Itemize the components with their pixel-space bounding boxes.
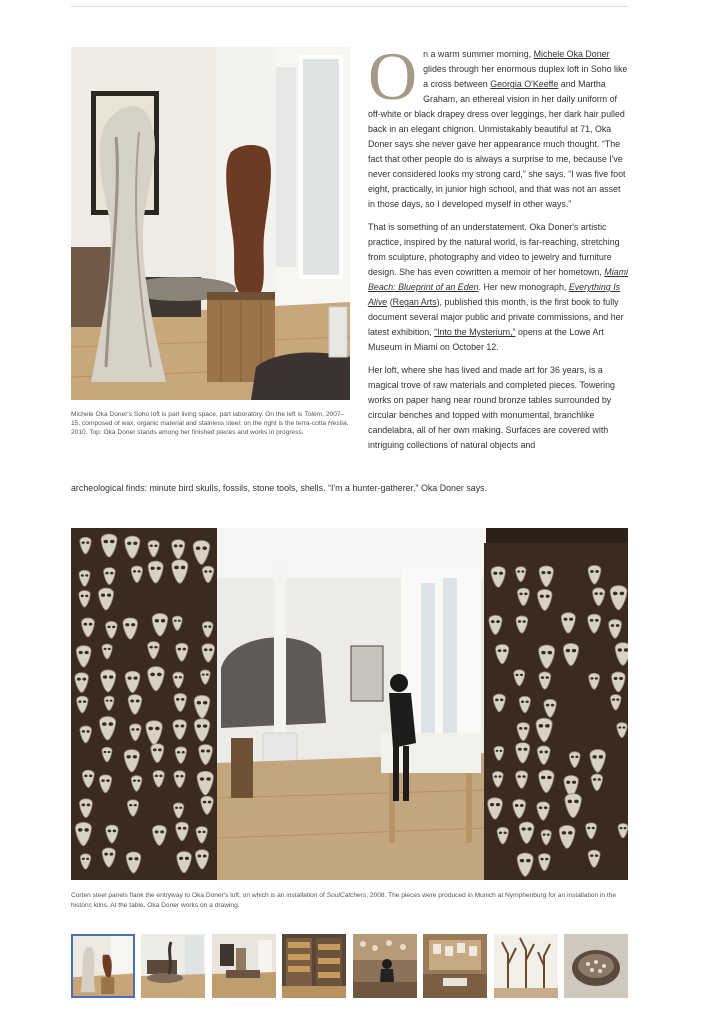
entryway-soulcatchers-photo [71,528,628,880]
thumbnail-8[interactable] [564,934,628,998]
thumbnail-4-icon [282,934,346,998]
artwork-title: Totem [304,411,323,418]
paragraph-text: and Martha Graham, an ethereal vision in her daily uniform of off-white or black drapey dress over leggings, her dark hair pulled back in an elegant chignon. Unmistakably beautiful at 71, Oka Doner says she never gave her appearance much thought. “The fact that other people do is always a surprise to me, because I've never considered looks my strong card,” she says. “I was five foot eight, practically, in junior high school, and that was not an asset in those days, so I developed myself in other ways.” [368,79,626,209]
paragraph-text: glides through her enormous duplex loft in Soho like a cross between [423,64,628,89]
article-paragraph-3: Her loft, where she has lived and made art for 36 years, is a magical trove of raw materials and completed pieces. Towering works on paper hang near round bronze tables surrounded by circular benches and topped with monumental, branchlike candelabra, all of her own making. Surfaces are covered with intriguing collections of natural objects and [368,365,615,450]
caption-text: Michele Oka Doner's Soho loft is part living space, part laboratory. On the left is [71,411,305,418]
paragraph-text: . Her new monograph, [478,282,569,292]
link-michele-oka-doner[interactable]: Michele Oka Doner [533,49,610,59]
artwork-title: SoulCatchers [326,892,367,899]
paragraph-text: ), published this month, is the first book to fully document several major public and private commissions, and her latest exhibition, [368,297,624,337]
caption-text: , 2010. Top: Oka Doner stands among her finished pieces and works in progress. [71,420,349,436]
thumbnail-4[interactable] [282,934,346,998]
thumbnail-5-icon [353,934,417,998]
thumbnail-8-icon [564,934,628,998]
thumbnail-1-icon [73,936,133,996]
link-georgia-okeeffe[interactable]: Georgia O'Keeffe [490,79,559,89]
thumbnail-2[interactable] [141,934,205,998]
article-paragraph-3-tail: archeological finds: minute bird skulls, fossils, stone tools, shells. “I'm a hunter-gatherer,” Oka Doner says. [71,483,488,493]
figure-1-caption [71,410,351,437]
thumbnail-6[interactable] [423,934,487,998]
thumbnail-strip [71,934,628,998]
article-paragraph-1 [368,38,628,212]
article-paragraph-2 [368,220,628,355]
link-into-the-mysterium[interactable]: “Into the Mysterium,” [434,327,516,337]
paragraph-text: ( [387,297,393,307]
artwork-title: Hestia [327,420,347,427]
caption-text: , 2008. The pieces were produced in Munich at Nymphenburg for an installation in the historic kilns. At the table, Oka Doner works on a drawing. [71,892,617,909]
link-regan-arts[interactable]: Regan Arts [392,297,437,307]
drop-cap: O [368,38,418,114]
thumbnail-5[interactable] [353,934,417,998]
thumbnail-2-icon [141,934,205,998]
loft-sculpture-photo [71,47,350,400]
article-body [368,38,628,461]
top-divider [71,6,628,7]
figure-2-caption [71,891,628,910]
thumbnail-1[interactable] [71,934,135,998]
paragraph-text: n a warm summer morning, [423,49,534,59]
caption-text: Corten steel panels flank the entryway to Oka Doner's loft, on which is an installation of [71,892,327,899]
paragraph-text: opens at the Lowe Art Museum in Miami on October 12. [368,327,604,352]
link-everything-is-alive[interactable]: Everything Is Alive [368,282,621,307]
thumbnail-3-icon [212,934,276,998]
thumbnail-7[interactable] [494,934,558,998]
caption-text: , 2007–15, composed of wax, organic material and stainless steel; on the right is the terra-cotta [71,411,345,427]
thumbnail-7-icon [494,934,558,998]
thumbnail-3[interactable] [212,934,276,998]
paragraph-text: That is something of an understatement. Oka Doner's artistic practice, inspired by the natural world, is far-reaching, stretching from sculpture, photography and video to jewelry and furniture design. She has even cowritten a memoir of her hometown, [368,222,620,277]
thumbnail-6-icon [423,934,487,998]
link-miami-beach-book[interactable]: Miami Beach: Blueprint of an Eden [368,267,628,292]
